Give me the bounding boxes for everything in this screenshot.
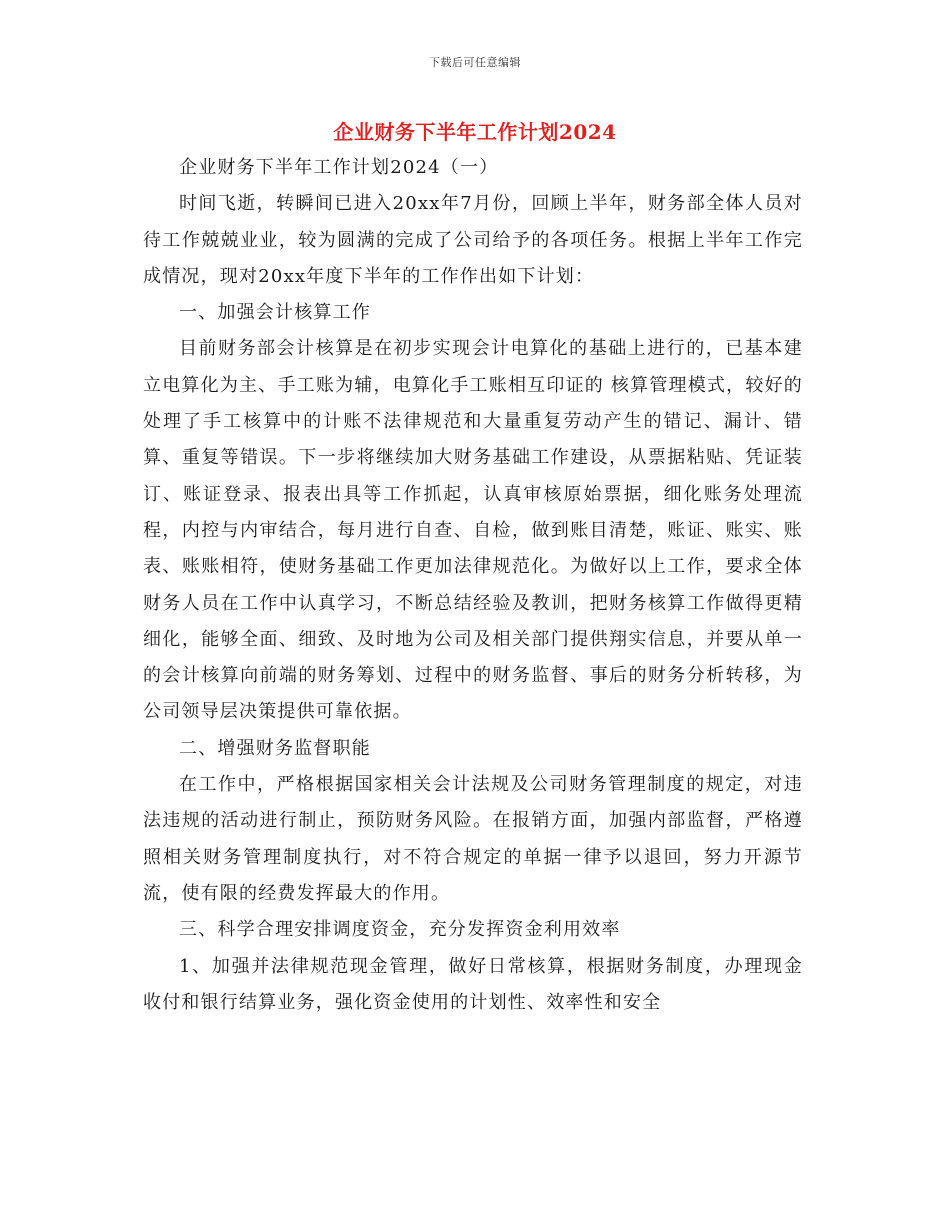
- document-title: 企业财务下半年工作计划2024: [333, 120, 617, 144]
- intro-paragraph: 时间飞逝，转瞬间已进入20xx年7月份，回顾上半年，财务部全体人员对待工作兢兢业业，较为圆满的完成了公司给予的各项任务。根据上半年工作完成情况，现对20xx年度下半年的工作作出如下计划：: [143, 193, 803, 287]
- document-body: [143, 150, 803, 1021]
- body-paragraph: 目前财务部会计核算是在初步实现会计电算化的基础上进行的，已基本建立电算化为主、手工账为辅，电算化手工账相互印证的 核算管理模式，较好的处理了手工核算中的计账不法律规范和大量重复劳动产生的错记、漏计、错算、重复等错误。下一步将继续加大财务基础工作建设，从票据粘贴、凭证装订、账证登录、报表出具等工作抓起，认真审核原始票据，细化账务处理流程，内控与内审结合，每月进行自查、自检，做到账目清楚，账证、账实、账表、账账相符，使财务基础工作更加法律规范化。为做好以上工作，要求全体财务人员在工作中认真学习，不断总结经验及教训，把财务核算工作做得更精细化，能够全面、细致、及时地为公司及相关部门提供翔实信息，并要从单一的会计核算向前端的财务筹划、过程中的财务监督、事后的财务分析转移，为公司领导层决策提供可靠依据。: [143, 338, 803, 723]
- header-note: 下载后可任意编辑: [429, 56, 521, 69]
- body-paragraph: 1、加强并法律规范现金管理，做好日常核算，根据财务制度，办理现金收付和银行结算业务，强化资金使用的计划性、效率性和安全: [143, 955, 803, 1013]
- section-heading-3: 三、科学合理安排调度资金，充分发挥资金利用效率: [179, 919, 621, 941]
- section-heading-2: 二、增强财务监督职能: [179, 737, 371, 759]
- body-paragraph: 在工作中，严格根据国家相关会计法规及公司财务管理制度的规定，对违法违规的活动进行制止，预防财务风险。在报销方面，加强内部监督，严格遵照相关财务管理制度执行，对不符合规定的单据一律予以退回，努力开源节流，使有限的经费发挥最大的作用。: [143, 774, 803, 904]
- subtitle-paragraph: 企业财务下半年工作计划2024（一）: [179, 157, 499, 178]
- section-heading-1: 一、加强会计核算工作: [179, 302, 371, 324]
